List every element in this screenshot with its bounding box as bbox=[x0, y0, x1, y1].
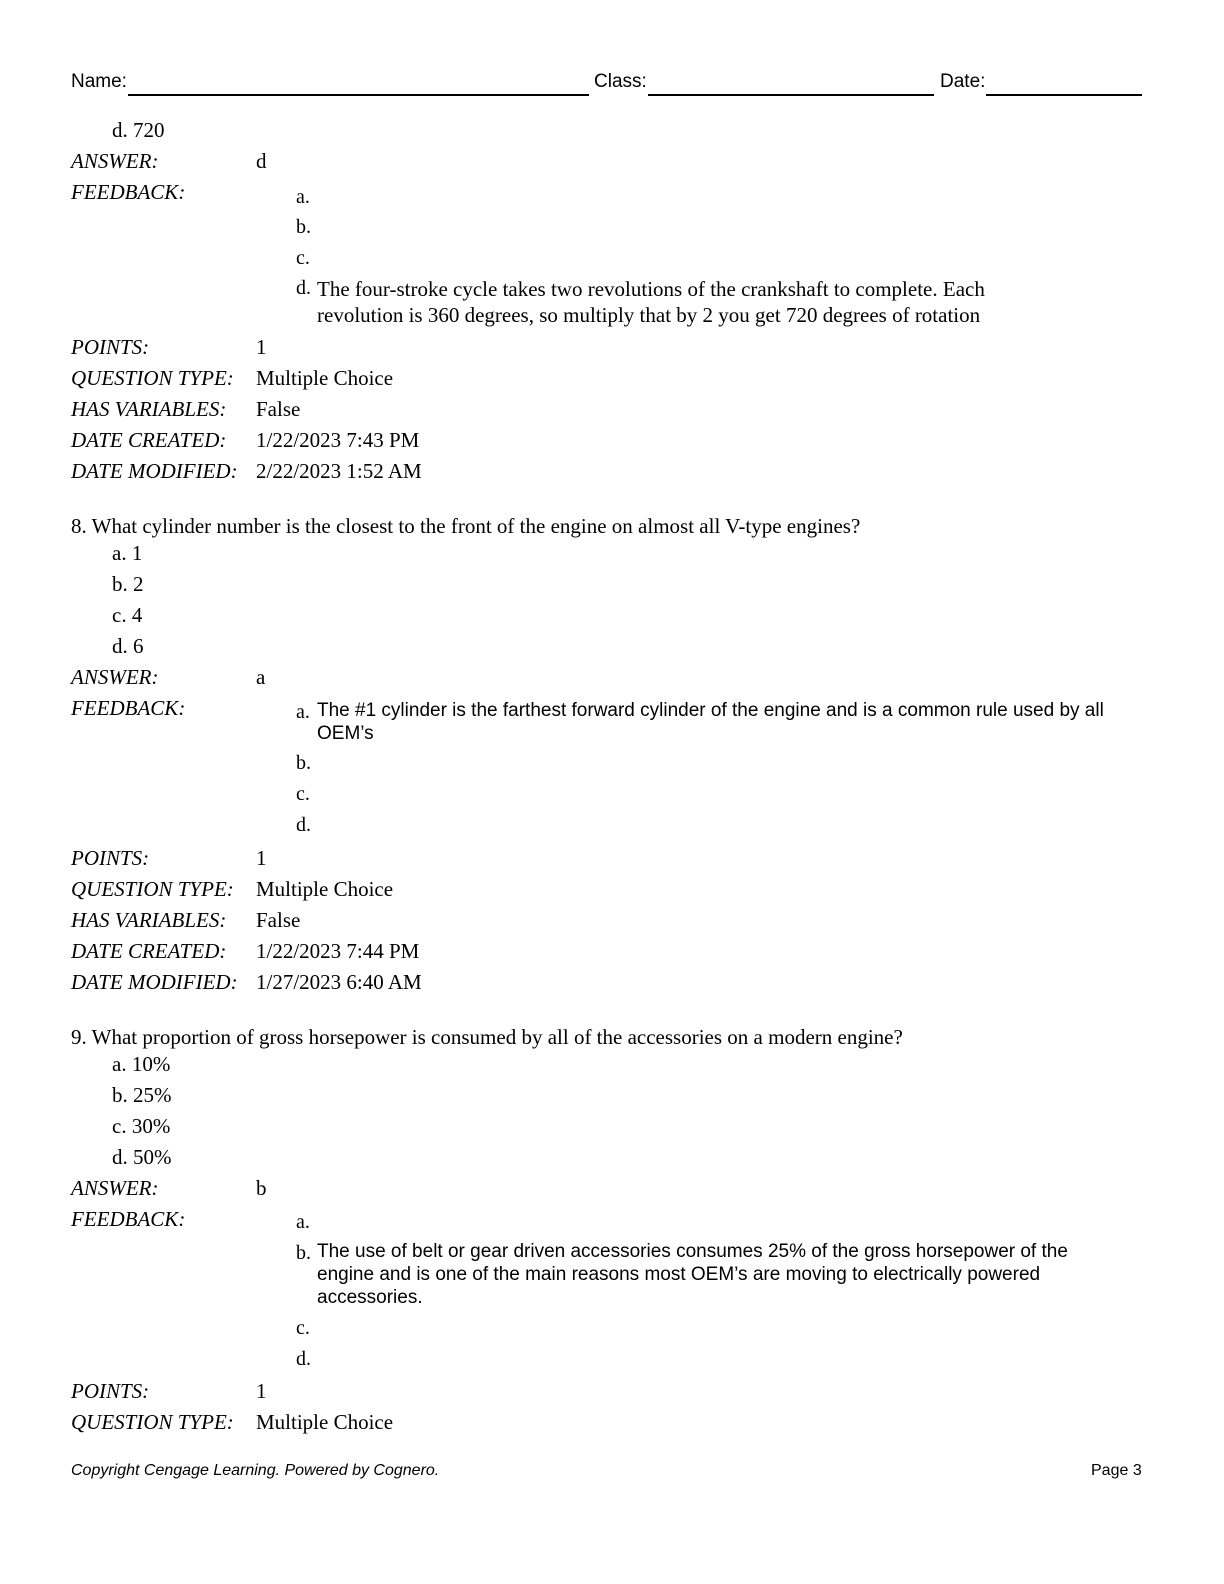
q7-hasvar-label: HAS VARIABLES: bbox=[71, 397, 227, 421]
q7-points-label: POINTS: bbox=[71, 335, 150, 359]
q9-feedback-b-text: The use of belt or gear driven accessories consumes 25% of the gross horsepower of the engine and is one of the main reasons most OEM’s are moving to electrically powered accessories. bbox=[317, 1241, 1068, 1308]
q8-hasvar-label: HAS VARIABLES: bbox=[71, 908, 227, 932]
q9-option-d: d. 50% bbox=[112, 1145, 172, 1169]
q8-option-c: c. 4 bbox=[112, 603, 143, 627]
q7-feedback-b: b. bbox=[296, 216, 311, 238]
q7-answer-label: ANSWER: bbox=[71, 149, 159, 173]
q8-feedback-label: FEEDBACK: bbox=[71, 696, 186, 720]
q8-option-a: a. 1 bbox=[112, 541, 143, 565]
q9-answer-value: b bbox=[256, 1176, 267, 1200]
q7-hasvar-value: False bbox=[256, 397, 301, 421]
date-label: Date: bbox=[940, 71, 986, 92]
q9-feedback-label: FEEDBACK: bbox=[71, 1207, 186, 1231]
q9-feedback-b-letter: b. bbox=[296, 1242, 311, 1264]
q8-created-label: DATE CREATED: bbox=[71, 939, 227, 963]
q8-feedback-d: d. bbox=[296, 814, 311, 836]
q8-question: 8. What cylinder number is the closest to the front of the engine on almost all V-type engines? bbox=[71, 514, 861, 538]
q8-feedback-a-letter: a. bbox=[296, 701, 310, 723]
q8-answer-value: a bbox=[256, 665, 266, 689]
date-line bbox=[986, 94, 1142, 96]
q9-feedback-a: a. bbox=[296, 1211, 310, 1233]
q7-points-value: 1 bbox=[256, 335, 267, 359]
name-line bbox=[128, 94, 589, 96]
q8-hasvar-value: False bbox=[256, 908, 301, 932]
name-label: Name: bbox=[71, 71, 127, 92]
q8-feedback-c: c. bbox=[296, 783, 310, 805]
q8-option-b: b. 2 bbox=[112, 572, 144, 596]
q9-answer-label: ANSWER: bbox=[71, 1176, 159, 1200]
q7-feedback-label: FEEDBACK: bbox=[71, 180, 186, 204]
q8-answer-label: ANSWER: bbox=[71, 665, 159, 689]
q9-feedback-d: d. bbox=[296, 1348, 311, 1370]
q9-points-label: POINTS: bbox=[71, 1379, 150, 1403]
q8-feedback-b: b. bbox=[296, 752, 311, 774]
q9-points-value: 1 bbox=[256, 1379, 267, 1403]
q8-qtype-value: Multiple Choice bbox=[256, 877, 394, 901]
q7-answer-value: d bbox=[256, 149, 267, 173]
q8-modified-value: 1/27/2023 6:40 AM bbox=[256, 970, 422, 994]
q9-qtype-value: Multiple Choice bbox=[256, 1410, 394, 1434]
q7-feedback-d-letter: d. bbox=[296, 277, 311, 299]
q8-created-value: 1/22/2023 7:44 PM bbox=[256, 939, 420, 963]
q7-modified-value: 2/22/2023 1:52 AM bbox=[256, 459, 422, 483]
q7-feedback-c: c. bbox=[296, 247, 310, 269]
q8-modified-label: DATE MODIFIED: bbox=[71, 970, 238, 994]
q9-option-b: b. 25% bbox=[112, 1083, 172, 1107]
q7-option-d: d. 720 bbox=[112, 118, 165, 142]
class-line bbox=[648, 94, 934, 96]
q7-feedback-d-text: The four-stroke cycle takes two revolutions of the crankshaft to complete. Each revolution is 360 degrees, so multiply that by 2 you get 720 degrees of rotation bbox=[317, 277, 985, 327]
q9-option-c: c. 30% bbox=[112, 1114, 171, 1138]
q8-option-d: d. 6 bbox=[112, 634, 144, 658]
q9-question: 9. What proportion of gross horsepower is consumed by all of the accessories on a modern engine? bbox=[71, 1025, 903, 1049]
q7-feedback-a: a. bbox=[296, 186, 310, 208]
q9-feedback-c: c. bbox=[296, 1317, 310, 1339]
q7-created-value: 1/22/2023 7:43 PM bbox=[256, 428, 420, 452]
q7-qtype-value: Multiple Choice bbox=[256, 366, 394, 390]
q8-qtype-label: QUESTION TYPE: bbox=[71, 877, 234, 901]
q9-option-a: a. 10% bbox=[112, 1052, 171, 1076]
class-label: Class: bbox=[594, 71, 647, 92]
q7-created-label: DATE CREATED: bbox=[71, 428, 227, 452]
footer-copyright: Copyright Cengage Learning. Powered by Cognero. bbox=[71, 1462, 440, 1479]
q8-feedback-a-text: The #1 cylinder is the farthest forward cylinder of the engine and is a common rule used by all OEM’s bbox=[317, 700, 1104, 744]
q8-points-label: POINTS: bbox=[71, 846, 150, 870]
q8-points-value: 1 bbox=[256, 846, 267, 870]
footer-page-number: Page 3 bbox=[1091, 1462, 1142, 1479]
q9-qtype-label: QUESTION TYPE: bbox=[71, 1410, 234, 1434]
q7-qtype-label: QUESTION TYPE: bbox=[71, 366, 234, 390]
q7-modified-label: DATE MODIFIED: bbox=[71, 459, 238, 483]
